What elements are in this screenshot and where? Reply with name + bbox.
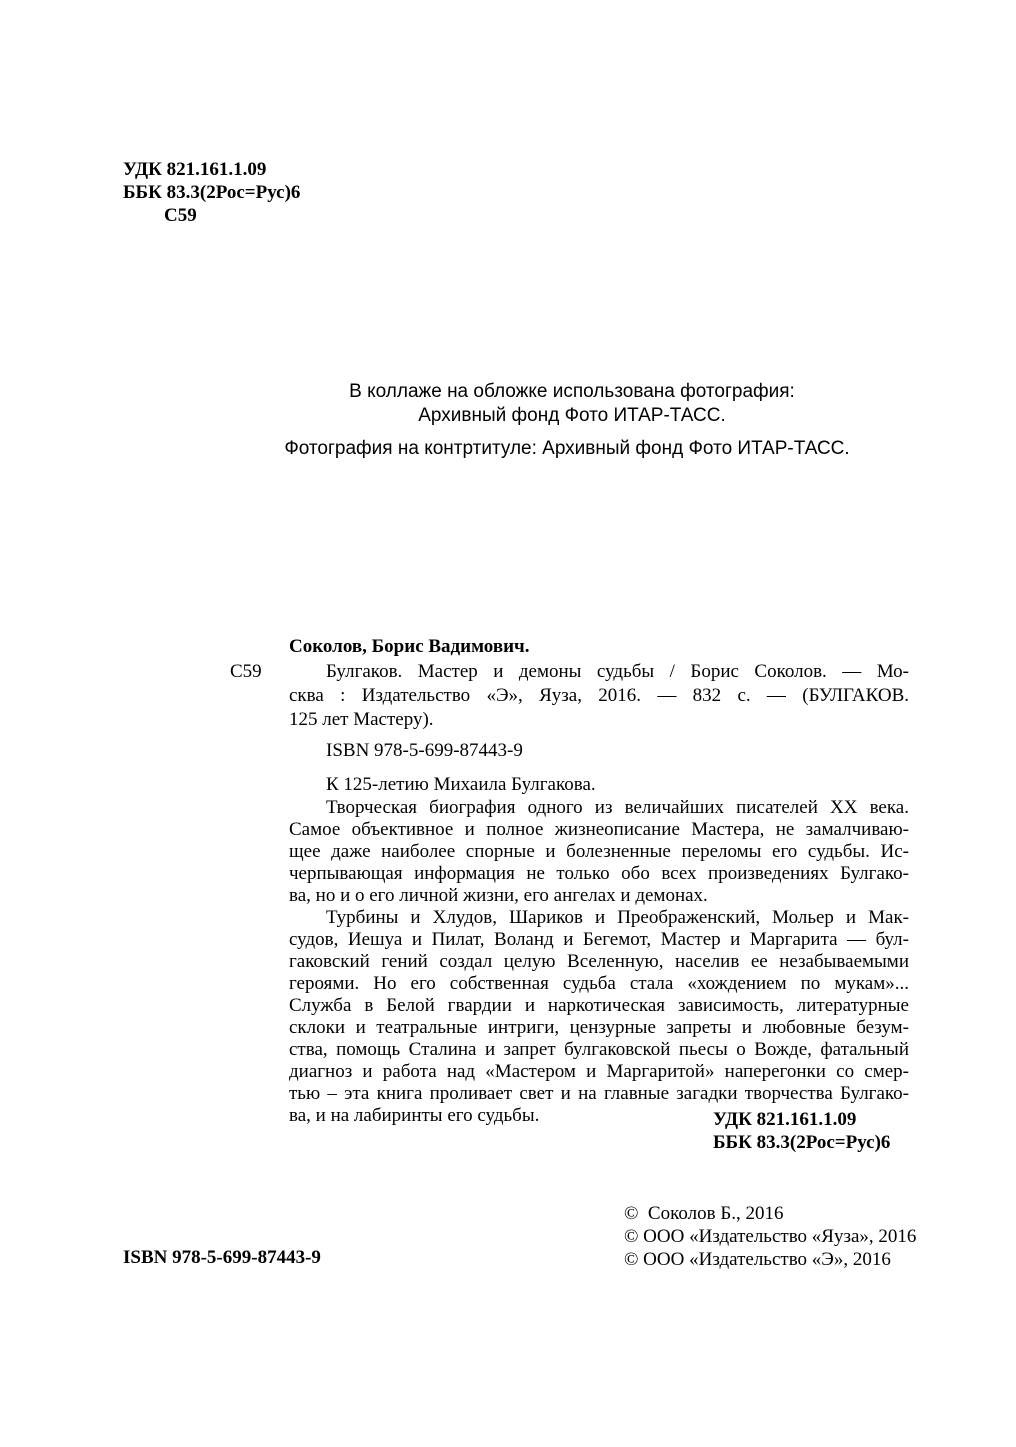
paragraph1-line-5: ва, но и о его личной жизни, его ангелах и демонах. [289,885,708,906]
paragraph2-line-6: склоки и театральные интриги, цензурные запреты и любовные безум- [289,1017,909,1038]
credit-line-2: Архивный фонд Фото ИТАР-ТАСС. [418,405,726,426]
paragraph1-line-4: черпывающая информация не только обо всех произведениях Булгако- [289,863,909,884]
paragraph2-line-8: диагноз и работа над «Мастером и Маргаритой» наперегонки со смер- [289,1061,909,1082]
top-udk: УДК 821.161.1.09 [123,159,267,180]
catalog-author-heading: Соколов, Борис Вадимович. [289,636,530,657]
paragraph2-line-2: судов, Иешуа и Пилат, Воланд и Бегемот, Мастер и Маргарита — бул- [289,929,909,950]
catalog-mark: С59 [230,661,262,682]
copyright-author: © Соколов Б., 2016 [624,1203,784,1224]
paragraph1-line-3: щее даже наиболее спорные и болезненные переломы его судьбы. Ис- [289,841,909,862]
paragraph2-line-9: тью – эта книга проливает свет и на главные загадки творчества Булгако- [289,1083,909,1104]
copyright-eksmo: © ООО «Издательство «Э», 2016 [624,1249,891,1270]
paragraph1-line-1: Творческая биография одного из величайших писателей XX века. [326,797,909,818]
catalog-bbk: ББК 83.3(2Рос=Рус)6 [713,1132,891,1153]
copyright-yauza: © ООО «Издательство «Яуза», 2016 [624,1226,917,1247]
catalog-isbn: ISBN 978-5-699-87443-9 [326,740,523,761]
credit-line-1: В коллаже на обложке использована фотография: [349,381,795,402]
top-author-mark: С59 [164,205,197,226]
description-line-3: 125 лет Мастеру). [289,709,434,730]
credit-line-3: Фотография на контртитуле: Архивный фонд Фото ИТАР-ТАСС. [284,438,850,459]
catalog-udk: УДК 821.161.1.09 [713,1109,857,1130]
top-bbk: ББК 83.3(2Рос=Рус)6 [123,182,301,203]
paragraph2-line-4: героями. Но его собственная судьба стала «хождением по мукам»... [289,973,909,994]
description-line-2: сква : Издательство «Э», Яуза, 2016. — 832 с. — (БУЛГАКОВ. [289,685,909,706]
paragraph2-line-1: Турбины и Хлудов, Шариков и Преображенский, Мольер и Мак- [326,907,909,928]
paragraph2-line-5: Служба в Белой гвардии и наркотическая зависимость, литературные [289,995,909,1016]
footer-isbn: ISBN 978-5-699-87443-9 [123,1247,321,1268]
paragraph2-line-3: гаковский гений создал целую Вселенную, населив ее незабываемыми [289,951,909,972]
description-line-1: Булгаков. Мастер и демоны судьбы / Борис Соколов. — Мо- [326,661,909,682]
dedication: К 125-летию Михаила Булгакова. [326,774,596,795]
paragraph2-line-10: ва, и на лабиринты его судьбы. [289,1105,540,1126]
paragraph2-line-7: ства, помощь Сталина и запрет булгаковской пьесы о Вожде, фатальный [289,1039,909,1060]
paragraph1-line-2: Самое объективное и полное жизнеописание Мастера, не замалчиваю- [289,819,909,840]
